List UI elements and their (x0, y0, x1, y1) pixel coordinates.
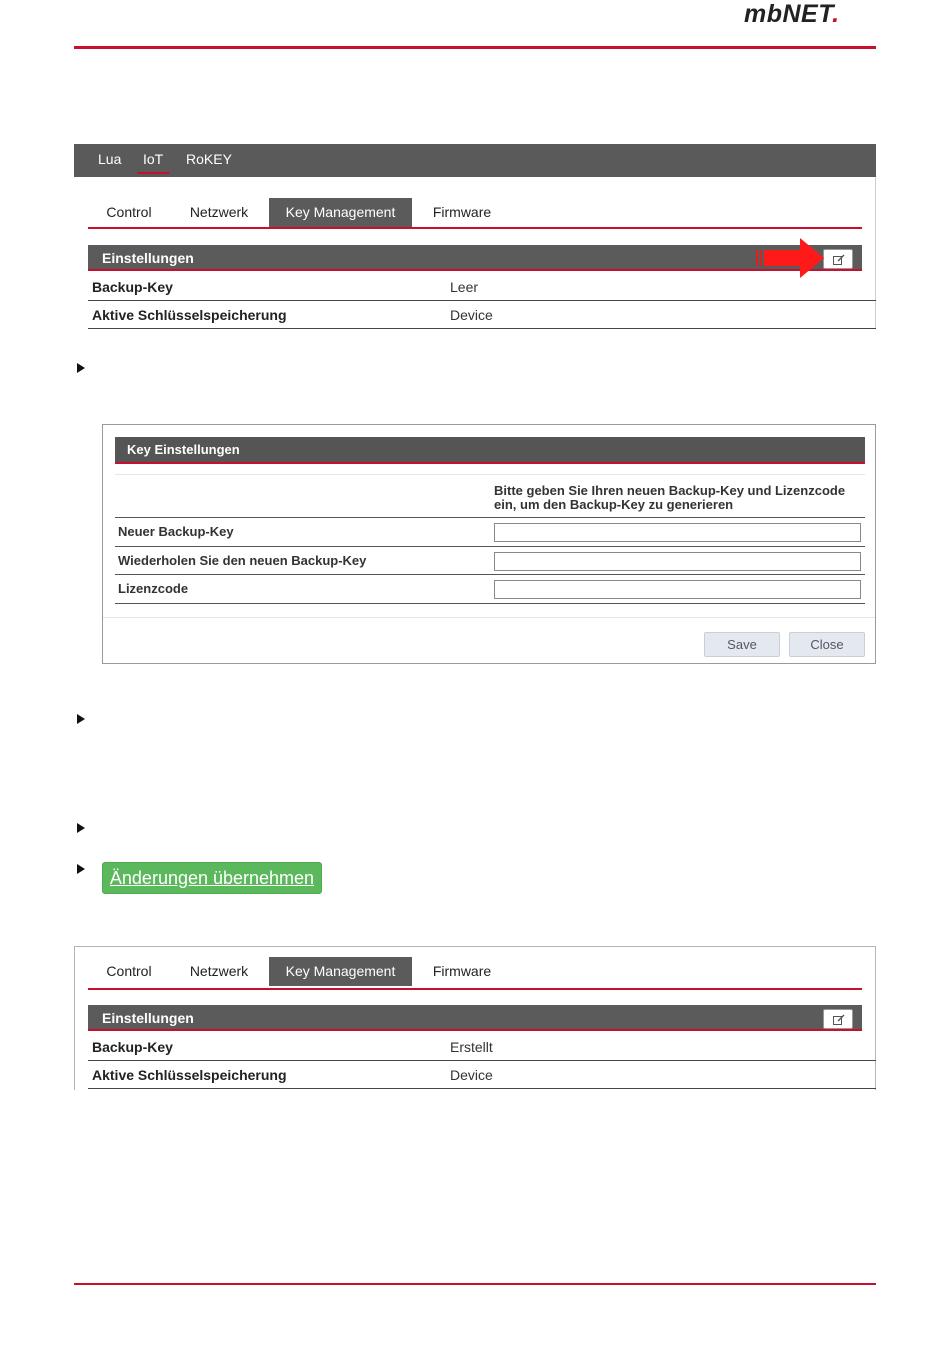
row-label: Aktive Schlüsselspeicherung (92, 1067, 287, 1083)
row-value: Device (450, 1067, 493, 1083)
field-license-code (115, 574, 865, 603)
bullet-triangle-icon (77, 363, 85, 373)
top-nav-rokey[interactable]: RoKEY (186, 151, 232, 167)
divider (115, 603, 865, 604)
edit-button[interactable] (823, 249, 853, 269)
mbnet-logo: mbNET. (744, 0, 840, 28)
repeat-backup-key-input[interactable] (494, 552, 861, 571)
dialog-title-bar (115, 437, 865, 464)
header-rule (74, 46, 876, 49)
top-nav (74, 144, 876, 177)
apply-changes-button[interactable]: Änderungen übernehmen (102, 862, 322, 894)
new-backup-key-input[interactable] (494, 523, 861, 542)
field-label: Lizenzcode (118, 581, 189, 596)
dialog-hint: Bitte geben Sie Ihren neuen Backup-Key und Lizenzcode ein, um den Backup-Key zu generieren (494, 483, 846, 512)
edit-icon (833, 254, 845, 265)
screenshot-key-management-before (74, 144, 876, 329)
top-nav-iot[interactable]: IoT (143, 151, 164, 167)
bullet-triangle-icon (77, 823, 85, 833)
row-label: Backup-Key (92, 1039, 173, 1055)
tab-underline (88, 988, 862, 990)
row-active-storage (88, 1061, 876, 1089)
edit-button[interactable] (823, 1009, 853, 1029)
tab-netzwerk[interactable]: Netzwerk (189, 204, 249, 220)
row-value: Device (450, 307, 493, 323)
row-label: Backup-Key (92, 279, 173, 295)
row-label: Aktive Schlüsselspeicherung (92, 307, 287, 323)
tab-firmware[interactable]: Firmware (432, 204, 492, 220)
section-header (88, 245, 862, 271)
tab-underline (88, 227, 862, 229)
bullet-triangle-icon (77, 864, 85, 874)
screenshot-key-management-after (74, 946, 876, 1090)
divider (115, 474, 865, 475)
dialog-footer-divider (103, 617, 875, 618)
tab-bar (88, 957, 862, 986)
section-title: Einstellungen (102, 1010, 194, 1026)
dialog-title: Key Einstellungen (127, 442, 240, 457)
tab-netzwerk[interactable]: Netzwerk (189, 963, 249, 979)
edit-icon (833, 1014, 845, 1025)
top-nav-lua[interactable]: Lua (98, 151, 122, 167)
red-arrow-icon (756, 238, 826, 278)
field-label: Neuer Backup-Key (118, 524, 234, 539)
footer-rule (74, 1283, 876, 1285)
tab-bar (88, 198, 862, 227)
row-backup-key (88, 273, 876, 301)
row-value: Leer (450, 279, 479, 295)
row-active-storage (88, 301, 876, 329)
save-button[interactable]: Save (704, 632, 780, 657)
license-code-input[interactable] (494, 580, 861, 599)
field-label: Wiederholen Sie den neuen Backup-Key (118, 553, 367, 568)
bullet-triangle-icon (77, 714, 85, 724)
tab-firmware[interactable]: Firmware (432, 963, 492, 979)
tab-control[interactable]: Control (106, 204, 152, 220)
key-settings-dialog (102, 424, 876, 664)
row-backup-key (88, 1033, 876, 1061)
section-header (88, 1005, 862, 1031)
tab-key-management[interactable]: Key Management (269, 957, 412, 986)
close-button[interactable]: Close (789, 632, 865, 657)
field-repeat-backup-key (115, 546, 865, 575)
section-title: Einstellungen (102, 250, 194, 266)
tab-control[interactable]: Control (106, 963, 152, 979)
row-value: Erstellt (450, 1039, 493, 1055)
tab-key-management[interactable]: Key Management (269, 198, 412, 227)
field-new-backup-key (115, 517, 865, 546)
